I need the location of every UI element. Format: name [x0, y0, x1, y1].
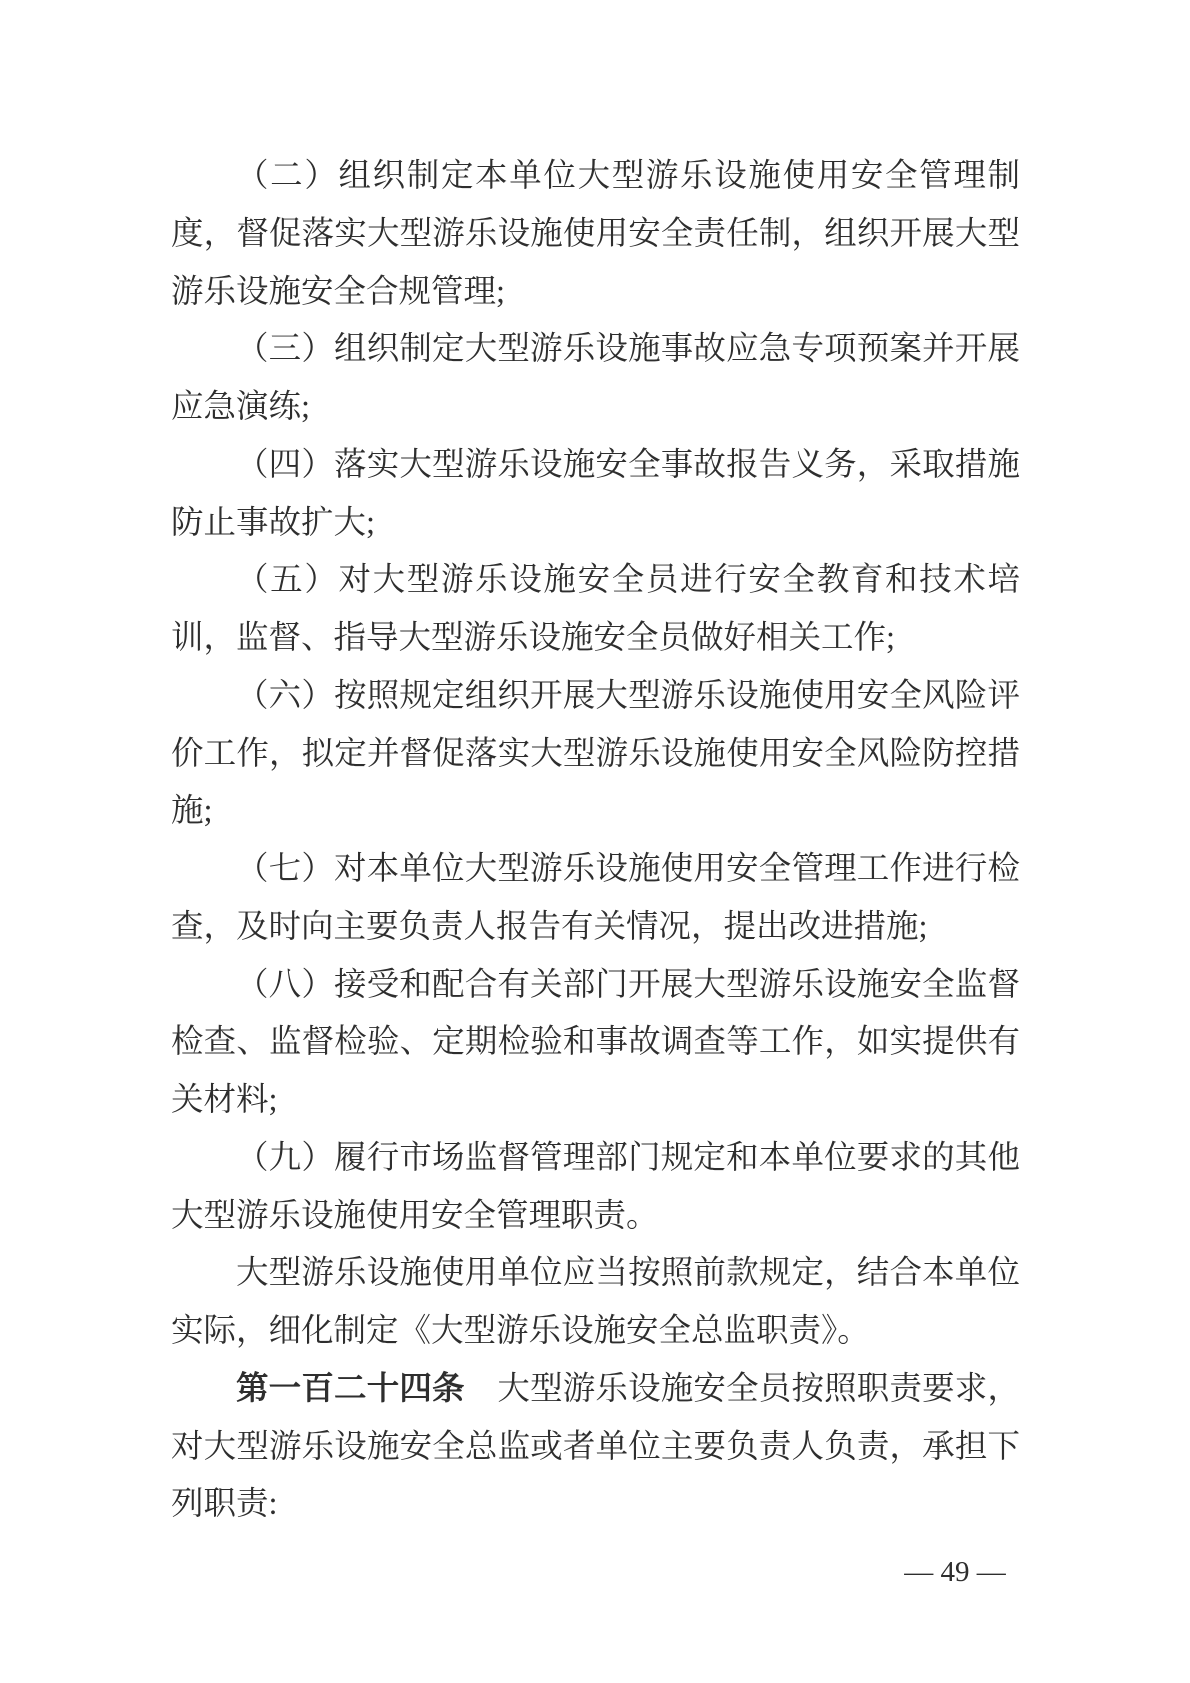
document-line: 应急演练; — [171, 389, 311, 425]
document-line: （九）履行市场监督管理部门规定和本单位要求的其他 — [236, 1139, 1020, 1176]
document-line: 大型游乐设施使用安全管理职责。 — [171, 1197, 659, 1234]
document-line: （二）组织制定本单位大型游乐设施使用安全管理制 — [236, 158, 1020, 194]
document-line: 游乐设施安全合规管理; — [171, 273, 506, 310]
document-line: 实际，细化制定《大型游乐设施安全总监职责》。 — [171, 1313, 870, 1349]
document-line — [171, 1361, 1020, 1419]
paragraph — [171, 841, 1020, 957]
document-line: 训，监督、指导大型游乐设施安全员做好相关工作; — [171, 620, 896, 656]
document-line: （五）对大型游乐设施安全员进行安全教育和技术培 — [236, 562, 1020, 599]
document-line: 施; — [171, 793, 213, 830]
document-line: （八）接受和配合有关部门开展大型游乐设施安全监督 — [236, 966, 1020, 1003]
document-line: 价工作，拟定并督促落实大型游乐设施使用安全风险防控措 — [171, 735, 1020, 772]
article-number: 第一百二十四条 — [236, 1370, 465, 1407]
document-body — [171, 148, 1020, 1534]
document-line: 对大型游乐设施安全总监或者单位主要负责人负责，承担下 — [171, 1428, 1020, 1465]
paragraph — [171, 148, 1020, 321]
document-line: （七）对本单位大型游乐设施使用安全管理工作进行检 — [236, 851, 1020, 887]
paragraph — [171, 668, 1020, 841]
paragraph — [171, 437, 1020, 553]
document-line: 关材料; — [171, 1082, 278, 1118]
document-line: 检查、监督检验、定期检验和事故调查等工作，如实提供有 — [171, 1024, 1020, 1061]
paragraph — [171, 1130, 1020, 1246]
document-line: 防止事故扩大; — [171, 504, 376, 541]
document-line: （三）组织制定大型游乐设施事故应急专项预案并开展 — [236, 331, 1020, 368]
page-number: — 49 — — [904, 1556, 1006, 1588]
paragraph — [171, 1245, 1020, 1361]
document-line: 大型游乐设施使用单位应当按照前款规定，结合本单位 — [236, 1255, 1020, 1292]
paragraph — [171, 552, 1020, 668]
paragraph — [171, 957, 1020, 1130]
article-lead-text: 大型游乐设施安全员按照职责要求， — [464, 1370, 1020, 1407]
document-line: （四）落实大型游乐设施安全事故报告义务，采取措施 — [236, 446, 1020, 483]
paragraph — [171, 321, 1020, 437]
document-line: 度，督促落实大型游乐设施使用安全责任制，组织开展大型 — [171, 215, 1020, 252]
document-line: 列职责: — [171, 1486, 278, 1523]
document-line: （六）按照规定组织开展大型游乐设施使用安全风险评 — [236, 677, 1020, 714]
paragraph-article-124 — [171, 1361, 1020, 1534]
document-line: 查，及时向主要负责人报告有关情况，提出改进措施; — [171, 908, 928, 945]
